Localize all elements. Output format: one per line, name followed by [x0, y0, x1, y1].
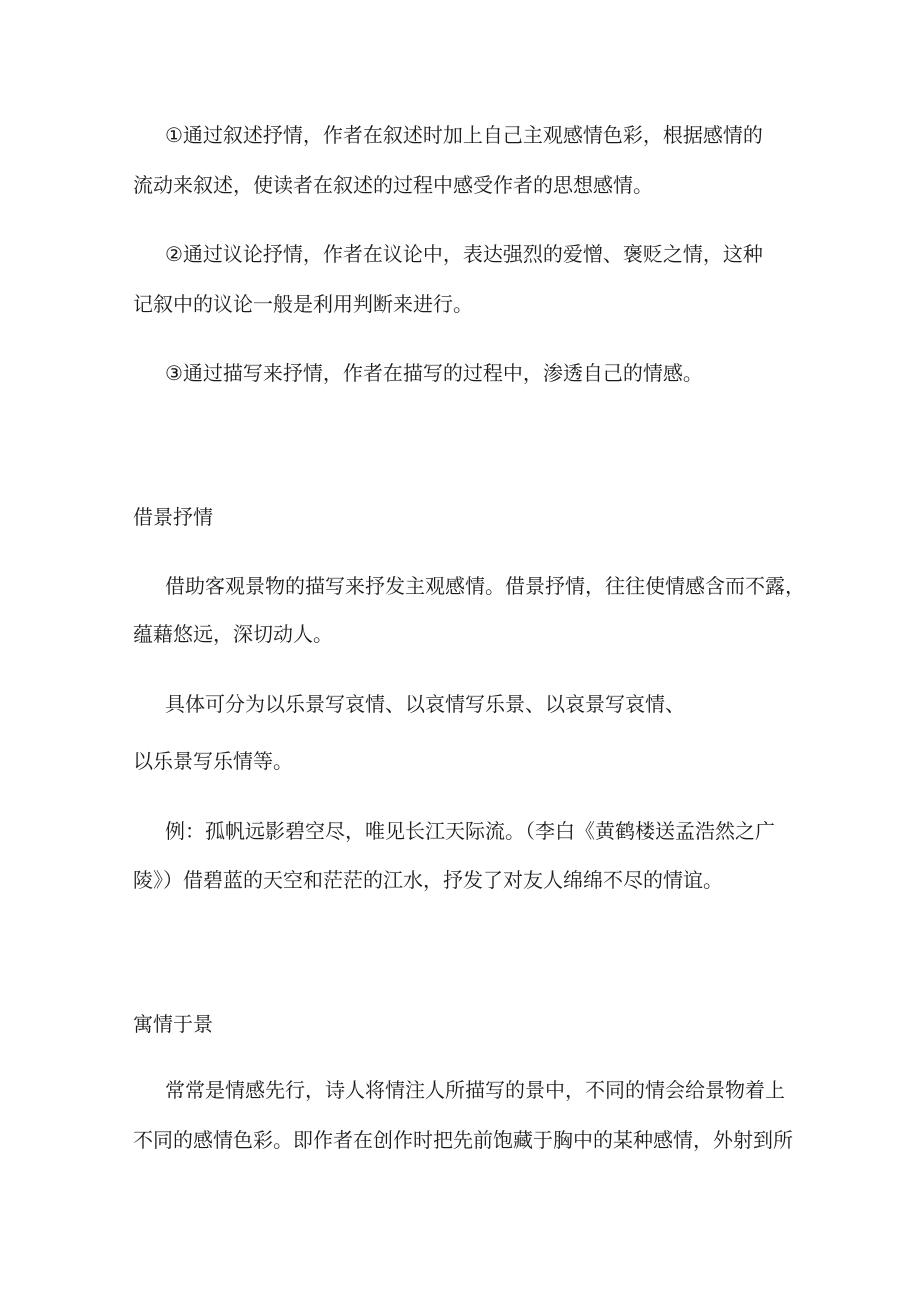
section1-paragraph-1-line-2: 蕴藉悠远，深切动人。 [133, 622, 333, 646]
section1-example-line-1: 例：孤帆远影碧空尽，唯见长江天际流。（李白《黄鹤楼送孟浩然之广 [165, 819, 775, 843]
paragraph-narration-line-2: 流动来叙述，使读者在叙述的过程中感受作者的思想感情。 [133, 173, 653, 197]
section2-paragraph-1-line-2: 不同的感情色彩。即作者在创作时把先前饱藏于胸中的某种感情，外射到所 [133, 1128, 793, 1152]
section1-example-line-2: 陵》）借碧蓝的天空和茫茫的江水，抒发了对友人绵绵不尽的情谊。 [133, 868, 723, 892]
section-heading-yuqing: 寓情于景 [133, 1012, 213, 1036]
paragraph-description-line-1: ③通过描写来抒情，作者在描写的过程中，渗透自己的情感。 [165, 361, 703, 385]
section1-paragraph-1-line-1: 借助客观景物的描写来抒发主观感情。借景抒情，往往使情感含而不露， [165, 574, 805, 598]
paragraph-argument-line-2: 记叙中的议论一般是利用判断来进行。 [133, 292, 473, 316]
paragraph-narration-line-1: ①通过叙述抒情，作者在叙述时加上自己主观感情色彩，根据感情的 [165, 123, 763, 147]
section2-paragraph-1-line-1: 常常是情感先行，诗人将情注人所描写的景中，不同的情会给景物着上 [165, 1078, 785, 1102]
paragraph-argument-line-1: ②通过议论抒情，作者在议论中，表达强烈的爱憎、褒贬之情，这种 [165, 242, 763, 266]
section1-paragraph-2-line-1: 具体可分为以乐景写哀情、以哀情写乐景、以哀景写哀情、 [165, 692, 685, 716]
section1-paragraph-2-line-2: 以乐景写乐情等。 [133, 749, 293, 773]
section-heading-jiejing: 借景抒情 [133, 505, 213, 529]
